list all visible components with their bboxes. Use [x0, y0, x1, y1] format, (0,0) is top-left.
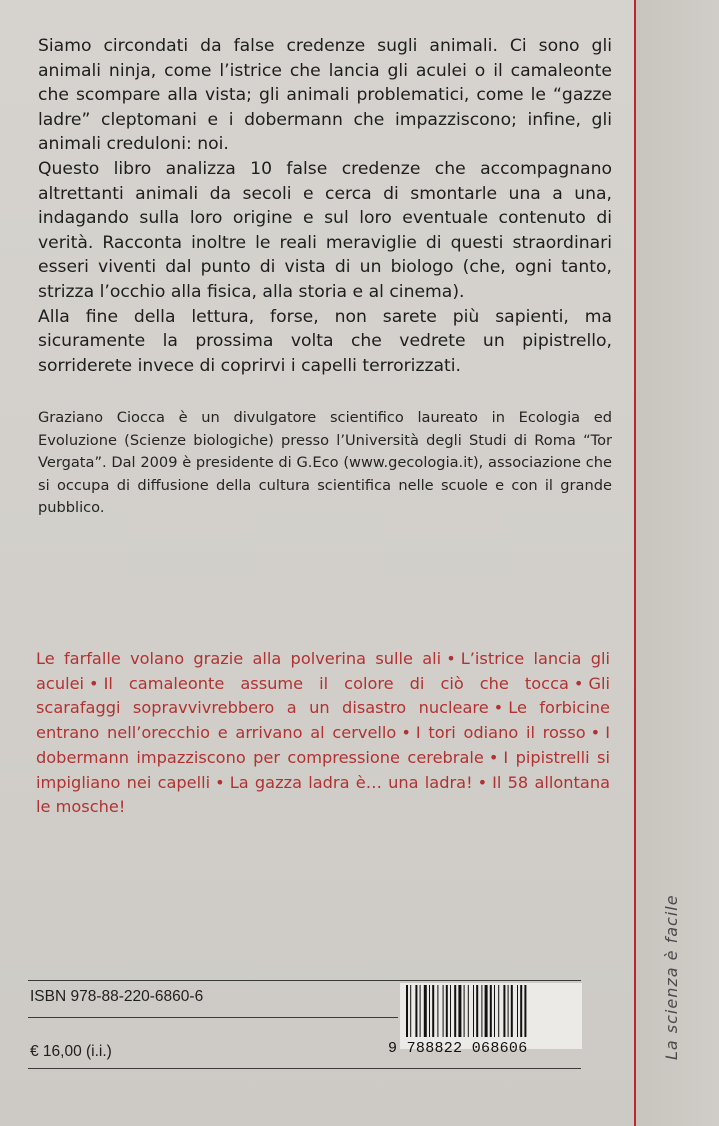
barcode-bar — [429, 985, 430, 1037]
barcode-bar — [437, 985, 438, 1037]
barcode-bar — [481, 985, 482, 1037]
barcode-bar — [494, 985, 495, 1037]
barcode-bar — [503, 985, 505, 1037]
barcode-bar — [406, 985, 408, 1037]
barcode-bar — [473, 985, 474, 1037]
blurb-paragraph-2: Questo libro analizza 10 false credenze che accompagnano altrettanti animali da secoli e cerca di smontarle una a una, indagando sulla loro origine e sul loro eventuale contenuto di verità. Racconta inoltre le reali meraviglie di questi straordinari esseri viventi dal punto di vista di un biologo (che, ogni tanto, strizza l’occhio alla fisica, alla storia e al cinema). — [38, 158, 612, 302]
myth-item: I pipistrelli si impigliano nei capelli — [36, 747, 610, 792]
myth-item: Le forbicine entrano nell’orecchio e arrivano al cervello — [36, 698, 610, 743]
barcode-bar — [432, 985, 434, 1037]
isbn-label: ISBN 978-88-220-6860-6 — [30, 988, 204, 1005]
author-bio: Graziano Ciocca è un divulgatore scientifico laureato in Ecologia ed Evoluzione (Scienze biologiche) presso l’Università degli Studi di Roma “Tor Vergata”. Dal 2009 è presidente di G.Eco (www.gecologia.it), associazione che si occupa di diffusione della cultura scientifica nelle scuole e con il grande pubblico. — [38, 409, 612, 516]
blurb-paragraph-1: Siamo circondati da false credenze sugli animali. Ci sono gli animali ninja, come l’istrice che lancia gli aculei o il camaleonte che scompare alla vista; gli animali problematici, come le “gazze ladre” cleptomani e i dobermann che impazziscono; infine, gli animali creduloni: noi. — [38, 36, 612, 155]
barcode-bar — [420, 985, 421, 1037]
myth-item: La gazza ladra è… una ladra! — [229, 772, 473, 792]
blurb-paragraph-3: Alla fine della lettura, forse, non sarete più sapienti, ma sicuramente la prossima volta che vedrete un pipistrello, sorriderete invece di coprirvi i capelli terrorizzati. — [38, 306, 612, 376]
barcode-bar — [511, 985, 513, 1037]
price-label: € 16,00 (i.i.) — [30, 1043, 112, 1060]
bullet-icon: • — [573, 673, 584, 693]
myth-item: Il camaleonte assume il colore di ciò che tocca — [103, 673, 569, 693]
barcode-bar — [508, 985, 509, 1037]
myth-item: I dobermann impazziscono per compressione cerebrale — [36, 723, 610, 767]
barcode-bar — [485, 985, 488, 1037]
blurb-text — [38, 34, 612, 378]
myth-item: I tori odiano il rosso — [415, 723, 586, 743]
myth-item: Gli scarafaggi sopravvivrebbero a un disastro nucleare — [36, 673, 610, 718]
barcode-bar — [450, 985, 451, 1037]
bullet-icon: • — [446, 649, 456, 668]
top-divider — [28, 980, 581, 981]
barcode-bar — [498, 985, 499, 1037]
bottom-divider — [28, 1068, 581, 1069]
bullet-icon: • — [89, 673, 99, 693]
barcode-bar — [424, 985, 427, 1037]
barcode-bar — [476, 985, 478, 1037]
barcode-bar — [490, 985, 492, 1037]
myth-item: L’istrice lancia gli aculei — [36, 649, 610, 693]
series-title: La scienza è facile — [662, 894, 681, 1060]
barcode-digits: 9 788822 068606 — [388, 1040, 528, 1057]
barcode-bar — [464, 985, 465, 1037]
bullet-icon: • — [493, 698, 504, 718]
barcode-bar — [517, 985, 518, 1037]
bullet-icon: • — [477, 772, 488, 792]
barcode-bar — [524, 985, 526, 1037]
myth-list — [36, 647, 610, 820]
bullet-icon: • — [488, 747, 499, 767]
barcode-bar — [446, 985, 448, 1037]
middle-divider — [28, 1017, 398, 1018]
barcode-bar — [410, 985, 411, 1037]
barcode-bar — [520, 985, 522, 1037]
bullet-icon: • — [590, 723, 601, 743]
bullet-icon: • — [215, 772, 225, 792]
barcode-bars — [400, 983, 582, 1039]
barcode-bar — [443, 985, 444, 1037]
barcode-bar — [454, 985, 456, 1037]
barcode-bar — [415, 985, 417, 1037]
myth-item: Il 58 allontana le mosche! — [36, 772, 610, 817]
myth-item: Le farfalle volano grazie alla polverina sulle ali — [36, 649, 442, 668]
bullet-icon: • — [401, 723, 411, 743]
barcode-bar — [458, 985, 461, 1037]
barcode-bar — [468, 985, 469, 1037]
